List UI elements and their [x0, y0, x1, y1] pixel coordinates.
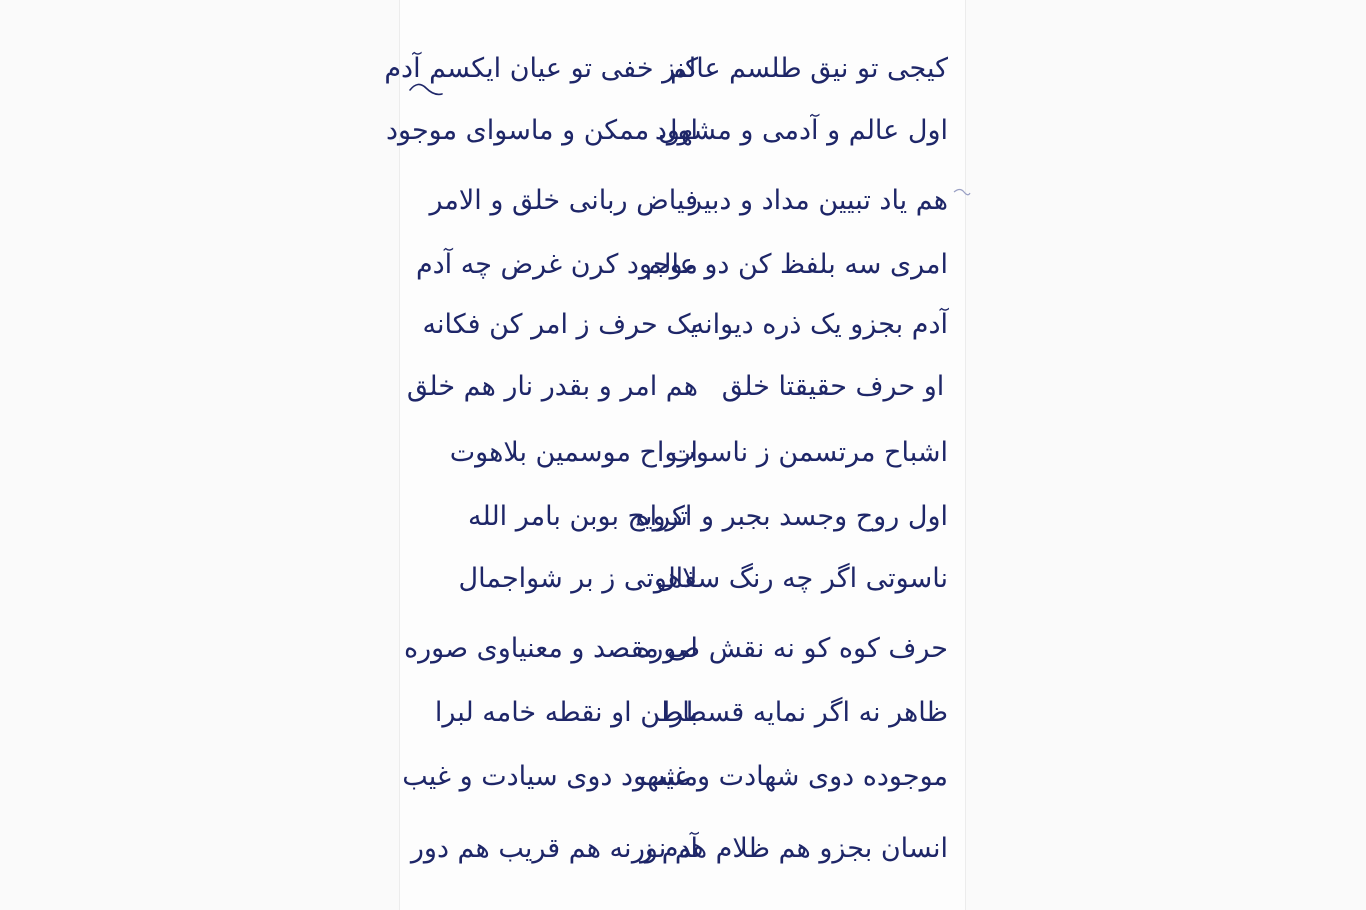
first-hemistich: آدم بجزو یک ذره دیوانه — [690, 309, 948, 340]
couplet — [400, 172, 965, 230]
couplet — [400, 424, 965, 482]
couplet — [400, 748, 965, 806]
first-hemistich: کیجی تو نیق طلسم عالم — [670, 53, 948, 84]
couplet — [400, 684, 965, 742]
second-hemistich: یک حرف ز امر کن فکانه — [422, 309, 698, 340]
second-hemistich: آدم ز نه هم قریب هم دور — [410, 833, 698, 864]
second-hemistich: موجود کرن غرض چه آدم — [415, 249, 698, 280]
couplet — [400, 820, 965, 878]
second-hemistich: لی مقصد و معنیاوی صوره — [403, 633, 698, 664]
couplet — [385, 102, 965, 160]
second-hemistich: کنز خفی تو عیان ایکسم آدم — [384, 53, 698, 84]
first-hemistich: امری سه بلفظ کن دو عالم — [645, 249, 948, 280]
second-hemistich: لاهوتی ز بر شواجمال — [458, 563, 698, 594]
manuscript-text — [384, 0, 965, 910]
first-hemistich: انسان بجزو هم ظلام هم نور — [631, 833, 948, 864]
first-hemistich: ظاهر نه اگر نمایه قسطرا — [662, 697, 948, 728]
couplet — [400, 296, 965, 354]
couplet — [400, 620, 965, 678]
second-hemistich: مشهود دوی سیادت و غیب — [402, 761, 698, 792]
couplet — [400, 358, 965, 416]
second-hemistich: تزویج بوبن بامر الله — [468, 501, 688, 532]
first-hemistich: ناسوتی اگر چه رنگ سفال — [656, 563, 948, 594]
second-hemistich: ارواح موسمین بلاهوت — [449, 437, 698, 468]
couplet — [384, 40, 965, 98]
first-hemistich: اول روح وجسد بجبر و اکراه — [635, 501, 948, 532]
first-hemistich: هم یاد تبیین مداد و دبیر — [688, 185, 948, 216]
second-hemistich: هم امر و بقدر نار هم خلق — [406, 371, 698, 402]
couplet — [400, 550, 965, 608]
first-hemistich: موجوده دوی شهادت و غیب — [639, 761, 948, 792]
couplet — [400, 236, 965, 294]
first-hemistich: او حرف حقیقتا خلق — [721, 371, 945, 402]
second-hemistich: فیاض ربانی خلق و الامر — [429, 185, 698, 216]
first-hemistich: اول عالم و آدمی و مشهود — [654, 115, 948, 146]
second-hemistich: اول ممکن و ماسوای موجود — [385, 115, 698, 146]
manuscript-page — [384, 0, 965, 910]
first-hemistich: حرف کوه کو نه نقش صوره — [636, 633, 948, 664]
first-hemistich: اشباح مرتسمن ز ناسوت — [670, 437, 948, 468]
second-hemistich: باطن او نقطه خامه لبرا — [434, 697, 698, 728]
couplet — [400, 488, 965, 546]
